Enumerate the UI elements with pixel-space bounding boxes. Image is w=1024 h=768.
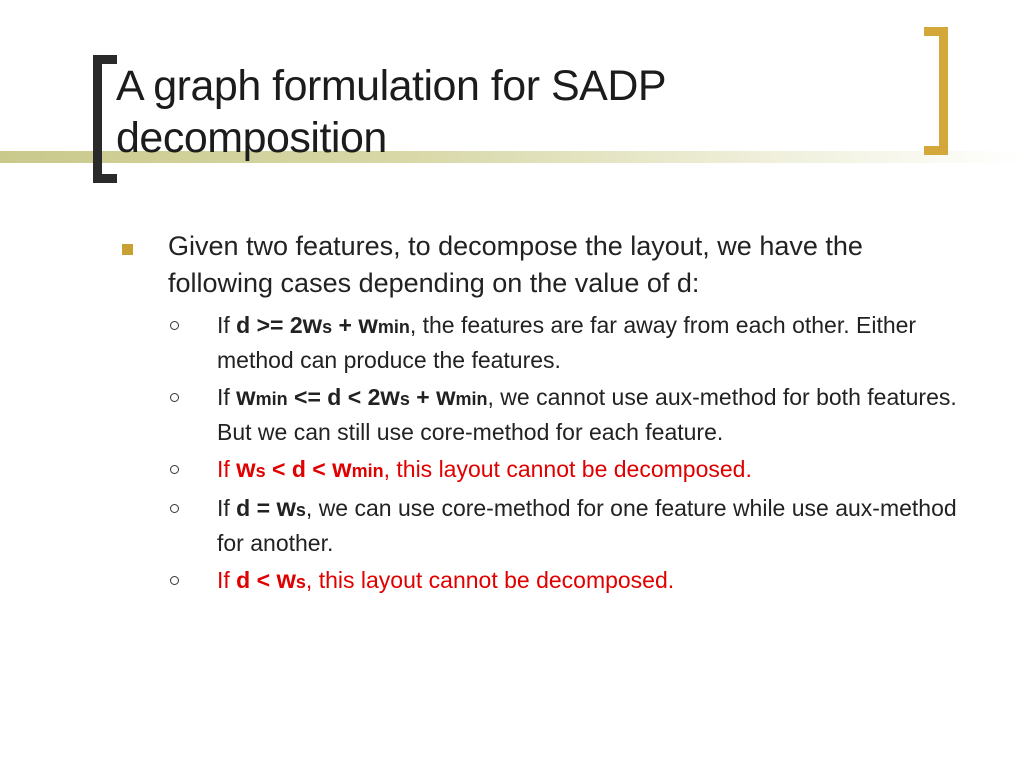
case-list (120, 309, 960, 599)
var-d: d (236, 495, 251, 521)
circle-bullet-icon (170, 576, 179, 585)
case-prefix: If (217, 384, 237, 410)
subscript: s (295, 500, 306, 520)
op: < 2 (341, 384, 381, 410)
var-d: d (327, 384, 342, 410)
slide-title: A graph formulation for SADP decomposition (116, 62, 666, 162)
subscript: min (377, 317, 410, 337)
circle-bullet-icon (170, 393, 179, 402)
var-d: d (236, 567, 251, 593)
bullet-main (120, 228, 960, 302)
case-text: , this layout cannot be decomposed. (383, 456, 752, 482)
subscript: s (322, 317, 333, 337)
subscript: s (399, 389, 410, 409)
left-bracket-decoration (93, 55, 117, 183)
var-w: w (236, 383, 256, 411)
case-item (120, 309, 960, 377)
case-prefix: If (217, 312, 237, 338)
bullet-main-text: Given two features, to decompose the layout, we have the following cases depending on the value of d: (168, 231, 863, 298)
case-item (120, 453, 960, 488)
right-bracket-decoration (924, 27, 948, 155)
var-w: w (276, 494, 296, 522)
subscript: min (351, 461, 384, 481)
case-text: , we cannot use aux-method for both features. But we can still use core-method for each feature. (217, 384, 957, 445)
var-w: w (276, 566, 296, 594)
var-d: d (291, 456, 306, 482)
var-w: w (236, 455, 256, 483)
op: + (409, 384, 437, 410)
square-bullet-icon (122, 244, 133, 255)
circle-bullet-icon (170, 321, 179, 330)
slide-body (120, 228, 960, 603)
case-prefix: If (217, 567, 237, 593)
var-w: w (358, 311, 378, 339)
subscript: min (255, 389, 288, 409)
subscript: s (295, 572, 306, 592)
case-text: , this layout cannot be decomposed. (305, 567, 675, 593)
op: < (250, 567, 277, 593)
op: = (250, 495, 277, 521)
case-item (120, 381, 960, 449)
subscript: s (255, 461, 266, 481)
subscript: min (455, 389, 488, 409)
op: <= (287, 384, 328, 410)
var-w: w (302, 311, 323, 339)
case-item (120, 492, 960, 560)
case-text: , we can use core-method for one feature while use aux-method for another. (217, 495, 957, 556)
op: + (332, 312, 359, 338)
var-w: w (332, 455, 352, 483)
case-prefix: If (217, 495, 237, 521)
op: >= 2 (250, 312, 303, 338)
case-prefix: If (217, 456, 237, 482)
var-d: d (236, 312, 251, 338)
circle-bullet-icon (170, 504, 179, 513)
case-item (120, 564, 960, 599)
circle-bullet-icon (170, 465, 179, 474)
case-text: , the features are far away from each other. Either method can produce the features. (217, 312, 917, 373)
var-w: w (380, 383, 400, 411)
op: < (265, 456, 292, 482)
op: < (305, 456, 333, 482)
var-w: w (436, 383, 456, 411)
